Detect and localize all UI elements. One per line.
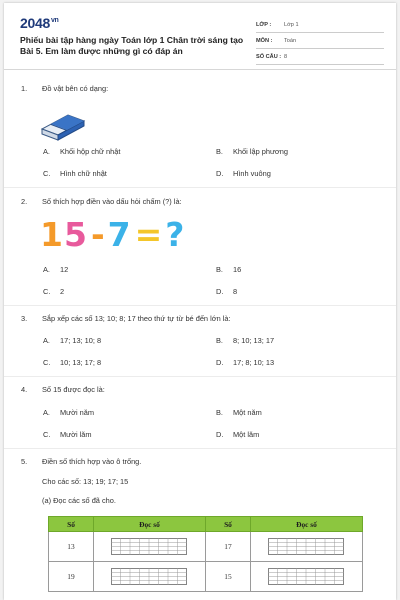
table-header-number: Số bbox=[49, 517, 94, 532]
writing-grid[interactable] bbox=[268, 568, 344, 585]
writing-grid[interactable] bbox=[111, 568, 187, 585]
question-5-given-numbers: Cho các số: 13; 19; 17; 15 bbox=[42, 477, 129, 486]
site-logo[interactable]: $2048^{vn}$ bbox=[20, 15, 59, 31]
option-1a[interactable]: A. Khối hộp chữ nhật bbox=[43, 147, 121, 156]
table-row bbox=[49, 562, 363, 592]
table-cell-number: 15 bbox=[205, 562, 250, 592]
meta-row-subject: MÔN : Toán bbox=[256, 33, 384, 49]
question-divider bbox=[4, 376, 396, 377]
table-cell-number: 13 bbox=[49, 532, 94, 562]
expression-digit: 1 bbox=[40, 215, 63, 254]
meta-row-class: LỚP : Lớp 1 bbox=[256, 17, 384, 33]
table-cell-number: 19 bbox=[49, 562, 94, 592]
subtraction-expression-image bbox=[40, 213, 185, 257]
eraser-image bbox=[38, 107, 88, 141]
expression-minus: - bbox=[90, 215, 105, 254]
option-1b[interactable]: B. Khối lập phương bbox=[216, 147, 288, 156]
table-header-number: Số bbox=[205, 517, 250, 532]
option-3b[interactable]: B. 8; 10; 13; 17 bbox=[216, 336, 275, 345]
question-divider bbox=[4, 187, 396, 188]
question-5-part-a: (a) Đọc các số đã cho. bbox=[42, 496, 116, 505]
option-2b[interactable]: B. 16 bbox=[216, 265, 242, 274]
option-3a[interactable]: A. 17; 13; 10; 8 bbox=[43, 336, 102, 345]
expression-digit: 7 bbox=[107, 215, 131, 254]
expression-question-mark: ? bbox=[165, 215, 185, 254]
option-3d[interactable]: D. 17; 8; 10; 13 bbox=[216, 358, 275, 367]
header-divider bbox=[4, 69, 396, 70]
number-reading-table bbox=[48, 516, 363, 592]
question-divider bbox=[4, 448, 396, 449]
table-cell-reading[interactable] bbox=[93, 532, 205, 562]
table-cell-reading[interactable] bbox=[250, 562, 362, 592]
worksheet-title: Phiếu bài tập hàng ngày Toán lớp 1 Chân trời sáng tạo Bài 5. Em làm được những gì có đáp án bbox=[20, 35, 244, 56]
table-header-reading: Đọc số bbox=[93, 517, 205, 532]
table-row bbox=[49, 532, 363, 562]
option-4b[interactable]: B. Một năm bbox=[216, 408, 262, 417]
question-divider bbox=[4, 305, 396, 306]
option-3c[interactable]: C. 10; 13; 17; 8 bbox=[43, 358, 102, 367]
option-1c[interactable]: C. Hình chữ nhật bbox=[43, 169, 107, 178]
table-header-reading: Đọc số bbox=[250, 517, 362, 532]
writing-grid[interactable] bbox=[268, 538, 344, 555]
question-number: 1. bbox=[21, 84, 28, 93]
option-2c[interactable]: C. 2 bbox=[43, 287, 65, 296]
worksheet-page: $2048^{vn}$ Phiếu bài tập hàng ngày Toán lớp 1 Chân trời sáng tạo Bài 5. Em làm được những gì có đáp án LỚP : Lớp 1 MÔN : Toán SỐ CÂU : 8 1. Đồ vật bên có dạng: A. Khối hộp chữ nhật B. Khối lập phương C. Hình chữ nhật D. Hình vuông 2. Số thích hợp điền vào dấu hỏi chấm (?) là: 1 5 - 7 = ? A. 12 B. 16 C. 2 D. 8 3. Sắp xếp các số 13; 10; 8; 17 theo thứ tự từ bé đến lớn là: A. 17; 13; 10; 8 B. 8; 10; 13; 17 C. 10; 13; 17; 8 D. 17; 8; 10; 13 4. Số 15 được đọc là: A. Mười năm B. Một năm C. Mười lăm D. Một lăm 5. Điền số thích hợp vào ô trống. Cho các số: 13; 19; 17; 15 (a) Đọc các số đã cho. Số Đọc số Số Đọc số 13 17 19 15 bbox=[4, 3, 396, 600]
option-4c[interactable]: C. Mười lăm bbox=[43, 430, 92, 439]
option-4a[interactable]: A. Mười năm bbox=[43, 408, 95, 417]
writing-grid[interactable] bbox=[111, 538, 187, 555]
option-2d[interactable]: D. 8 bbox=[216, 287, 238, 296]
expression-digit: 5 bbox=[63, 215, 87, 254]
expression-equals: = bbox=[134, 215, 163, 254]
table-cell-reading[interactable] bbox=[250, 532, 362, 562]
option-4d[interactable]: D. Một lăm bbox=[216, 430, 260, 439]
question-text: Đồ vật bên có dạng: bbox=[42, 84, 109, 93]
meta-row-count: SỐ CÂU : 8 bbox=[256, 49, 384, 65]
option-1d[interactable]: D. Hình vuông bbox=[216, 169, 271, 178]
table-cell-number: 17 bbox=[205, 532, 250, 562]
table-cell-reading[interactable] bbox=[93, 562, 205, 592]
option-2a[interactable]: A. 12 bbox=[43, 265, 69, 274]
worksheet-meta bbox=[256, 17, 384, 65]
